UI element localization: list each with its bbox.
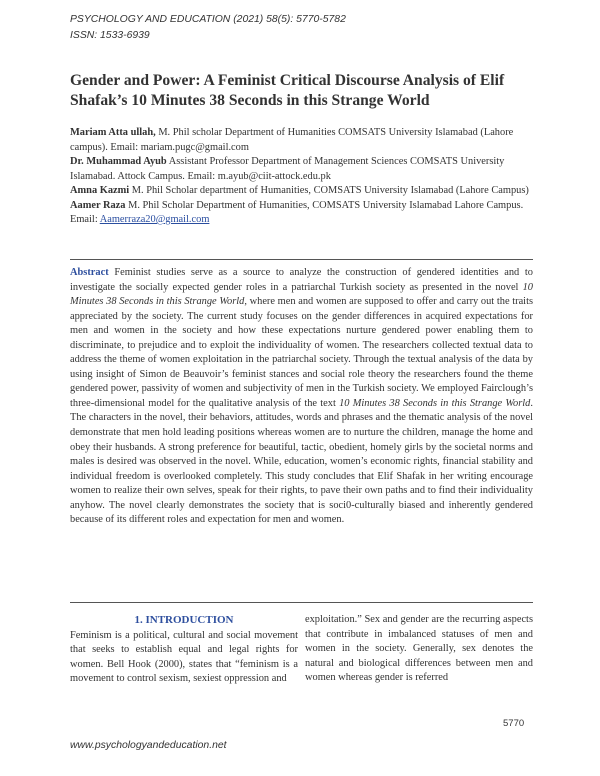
issn: ISSN: 1533-6939 xyxy=(70,30,150,41)
novel-title: 10 Minutes 38 Seconds in this Strange World xyxy=(70,281,533,308)
author-entry xyxy=(70,126,545,155)
journal-citation: PSYCHOLOGY AND EDUCATION (2021) 58(5): 5770-5782 xyxy=(70,14,346,25)
author-name: Dr. Muhammad Ayub xyxy=(70,156,167,167)
author-affiliation: M. Phil scholar Department of Humanities COMSATS University Islamabad (Lahore campus). Email: mariam.pugc@gmail.com xyxy=(70,127,514,153)
intro-text-left: Feminism is a political, cultural and social movement that seeks to establish equal and legal rights for women. Bell Hook (2000), states that “feminism is a movement to control sexism, sexiest oppression and xyxy=(70,629,298,685)
abstract-text: . The characters in the novel, their behaviors, attitudes, words and phrases and the thematic analysis of the novel demonstrate that men hold leading positions whereas women are to nurture the children, manage the home and obey their husbands. A strong preference for beautiful, tactic, obedient, homely girls by the societal norms and males is desired was observed in the novel. While, education, women’s economic rights, financial stability and individual freedom is overlooked completely. This study concludes that Elif Shafak in her writing encourage women to realize their own selves, speak for their rights, to pave their own paths and to find their individuality anyhow. The novel clearly demonstrates the society that is soci0-culturally biased and inherently gendered because of its different roles and expectation for men and women. xyxy=(70,397,533,526)
abstract-text: , where men and women are supposed to offer and carry out the traits appreciated by the society. The current study focuses on the gender differences in acquired expectations for men and women in the society and how these expectations nurture gendered power enabling them to discriminate, to prejudice and to exploit the individuality of women. The researchers collected textual data to address the theme of women exploitation in the patriarchal society. Through the textual analysis of the data by using insight of Simon de Beauvoir’s feminist stances and social role theory the researchers found the theme gendered power, passivity of women and subjectivity of men in the Turkish society. We employed Fairclough’s three-dimensional model for the qualitative analysis of the text xyxy=(70,296,533,409)
author-entry xyxy=(70,199,545,228)
author-affiliation: M. Phil Scholar department of Humanities, COMSATS University Islamabad (Lahore Campus) xyxy=(129,185,529,196)
column-right xyxy=(305,613,533,686)
author-list xyxy=(70,126,545,228)
author-name: Amna Kazmi xyxy=(70,185,130,196)
abstract xyxy=(70,266,533,528)
novel-title: 10 Minutes 38 Seconds in this Strange World xyxy=(339,397,531,409)
section-heading: 1. INTRODUCTION xyxy=(134,614,234,626)
column-left xyxy=(70,613,298,687)
author-name: Mariam Atta ullah, xyxy=(70,127,156,138)
page-number: 5770 xyxy=(503,718,525,729)
divider-top xyxy=(70,259,533,260)
intro-text-right: exploitation.” Sex and gender are the recurring aspects that contribute in imbalanced statuses of men and women in the society. Generally, sex denotes the natural and biological differences between men and women whereas gender is referred xyxy=(305,614,533,684)
author-entry xyxy=(70,155,545,184)
author-entry xyxy=(70,184,545,199)
abstract-label: Abstract xyxy=(70,267,109,278)
author-affiliation: M. Phil Scholar Department of Humanities, COMSATS University Islamabad Lahore Campus. Email: xyxy=(70,199,524,225)
author-affiliation: Assistant Professor Department of Management Sciences COMSATS University Islamabad. Attock Campus. Email: m.ayub@ciit-attock.edu.pk xyxy=(70,156,505,182)
author-name: Aamer Raza xyxy=(70,199,126,211)
paper-title: Gender and Power: A Feminist Critical Discourse Analysis of Elif Shafak’s 10 Minutes 38 Seconds in this Strange World xyxy=(70,72,505,109)
abstract-text: Feminist studies serve as a source to analyze the construction of gendered identities and to investigate the socially expected gender roles in a patriarchal Turkish society as presented in the novel xyxy=(70,267,533,293)
author-email-link[interactable]: Aamerraza20@gmail.com xyxy=(99,214,210,225)
divider-bottom xyxy=(70,602,533,603)
footer-url: www.psychologyandeducation.net xyxy=(70,740,227,751)
journal-header xyxy=(70,12,346,44)
